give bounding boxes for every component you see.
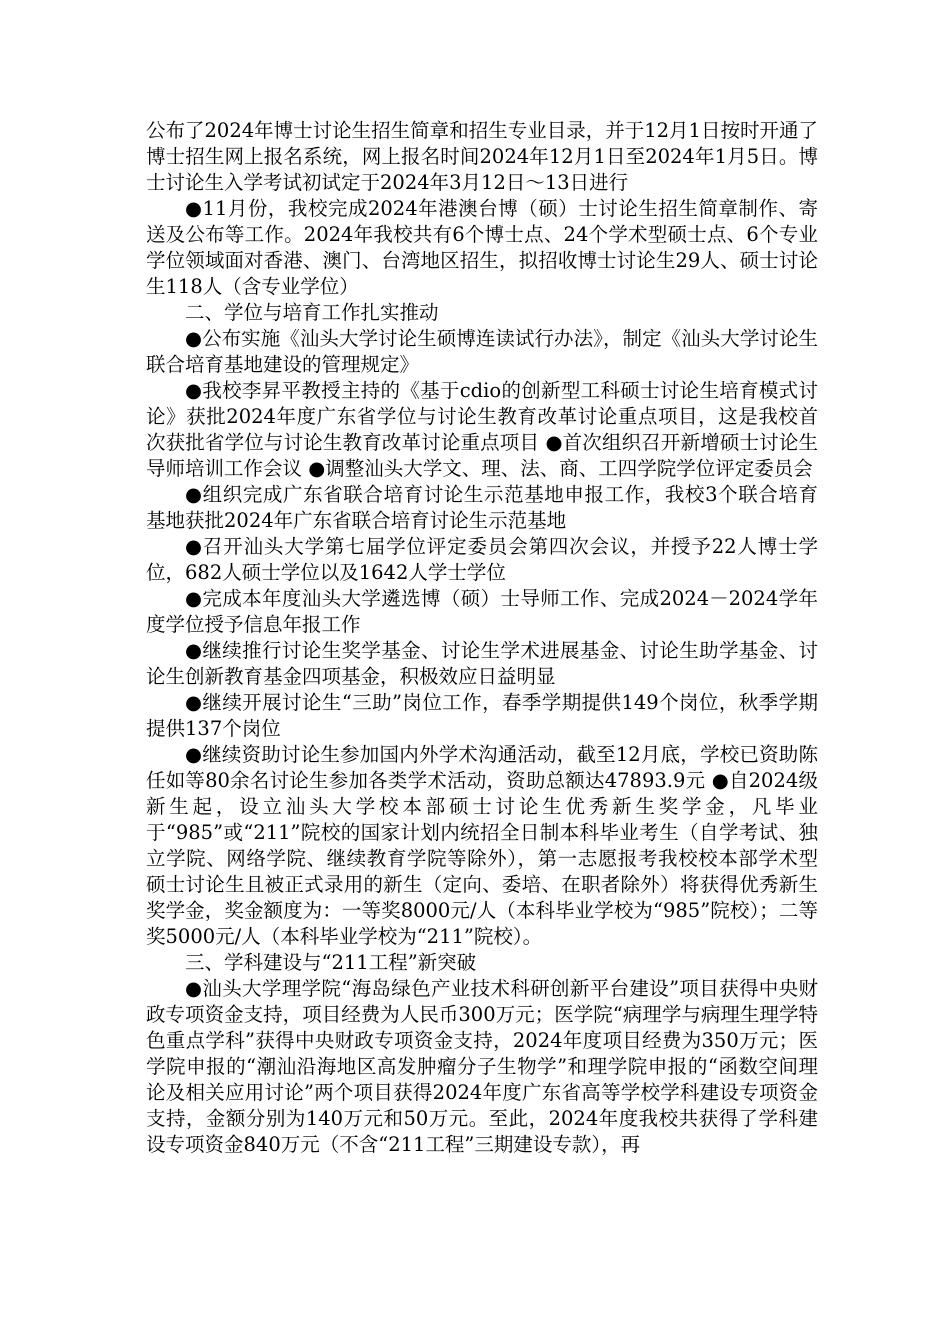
paragraph-2: ●11月份，我校完成2024年港澳台博（硕）士讨论生招生简章制作、寄送及公布等工作。2024年我校共有6个博士点、24个学术型硕士点、6个专业学位领域面对香港、澳门、台湾地区招生，拟招收博士讨论生29人、硕士讨论生118人（含专业学位） — [146, 197, 818, 298]
paragraph-11: ●汕头大学理学院“海岛绿色产业技术科研创新平台建设”项目获得中央财政专项资金支持，项目经费为人民币300万元；医学院“病理学与病理生理学特色重点学科”获得中央财政专项资金支持，2024年度项目经费为350万元；医学院申报的“潮汕沿海地区高发肿瘤分子生物学”和理学院申报的“函数空间理论及相关应用讨论”两个项目获得2024年度广东省高等学校学科建设专项资金支持，金额分别为140万元和50万元。至此，2024年度我校共获得了学科建设专项资金840万元（不含“211工程”三期建设专款），再 — [146, 977, 818, 1156]
section-heading-3: 三、学科建设与“211工程”新突破 — [185, 951, 477, 974]
paragraph-10: ●继续资助讨论生参加国内外学术沟通活动，截至12月底，学校已资助陈任如等80余名讨论生参加各类学术活动，资助总额达47893.9元 ●自2024级新生起，设立汕头大学校本部硕士讨论生优秀新生奖学金，凡毕业于“985”或“211”院校的国家计划内统招全日制本科毕业考生（自学考试、独立学院、网络学院、继续教育学院等除外），第一志愿报考我校校本部学术型硕士讨论生且被正式录用的新生（定向、委培、在职者除外）将获得优秀新生奖学金，奖金额度为：一等奖8000元/人（本科毕业学校为“985”院校）；二等奖5000元/人（本科毕业学校为“211”院校）。 — [146, 743, 818, 948]
paragraph-6: ●召开汕头大学第七届学位评定委员会第四次会议，并授予22人博士学位，682人硕士学位以及1642人学士学位 — [146, 535, 818, 584]
paragraph-8: ●继续推行讨论生奖学基金、讨论生学术进展基金、讨论生助学基金、讨论生创新教育基金四项基金，积极效应日益明显 — [146, 639, 818, 688]
document-page — [146, 118, 818, 1158]
paragraph-5: ●组织完成广东省联合培育讨论生示范基地申报工作，我校3个联合培育基地获批2024年广东省联合培育讨论生示范基地 — [146, 483, 818, 532]
paragraph-4: ●我校李昇平教授主持的《基于cdio的创新型工科硕士讨论生培育模式讨论》获批2024年度广东省学位与讨论生教育改革讨论重点项目，这是我校首次获批省学位与讨论生教育改革讨论重点项目 ●首次组织召开新增硕士讨论生导师培训工作会议 ●调整汕头大学文、理、法、商、工四学院学位评定委员会 — [146, 379, 818, 480]
paragraph-3: ●公布实施《汕头大学讨论生硕博连读试行办法》，制定《汕头大学讨论生联合培育基地建设的管理规定》 — [146, 327, 818, 376]
paragraph-1: 公布了2024年博士讨论生招生简章和招生专业目录，并于12月1日按时开通了博士招生网上报名系统，网上报名时间2024年12月1日至2024年1月5日。博士讨论生入学考试初试定于2024年3月12日～13日进行 — [146, 119, 818, 194]
paragraph-7: ●完成本年度汕头大学遴选博（硕）士导师工作、完成2024－2024学年度学位授予信息年报工作 — [146, 587, 818, 636]
section-heading-2: 二、学位与培育工作扎实推动 — [185, 301, 439, 324]
paragraph-9: ●继续开展讨论生“三助”岗位工作，春季学期提供149个岗位，秋季学期提供137个岗位 — [146, 691, 818, 740]
